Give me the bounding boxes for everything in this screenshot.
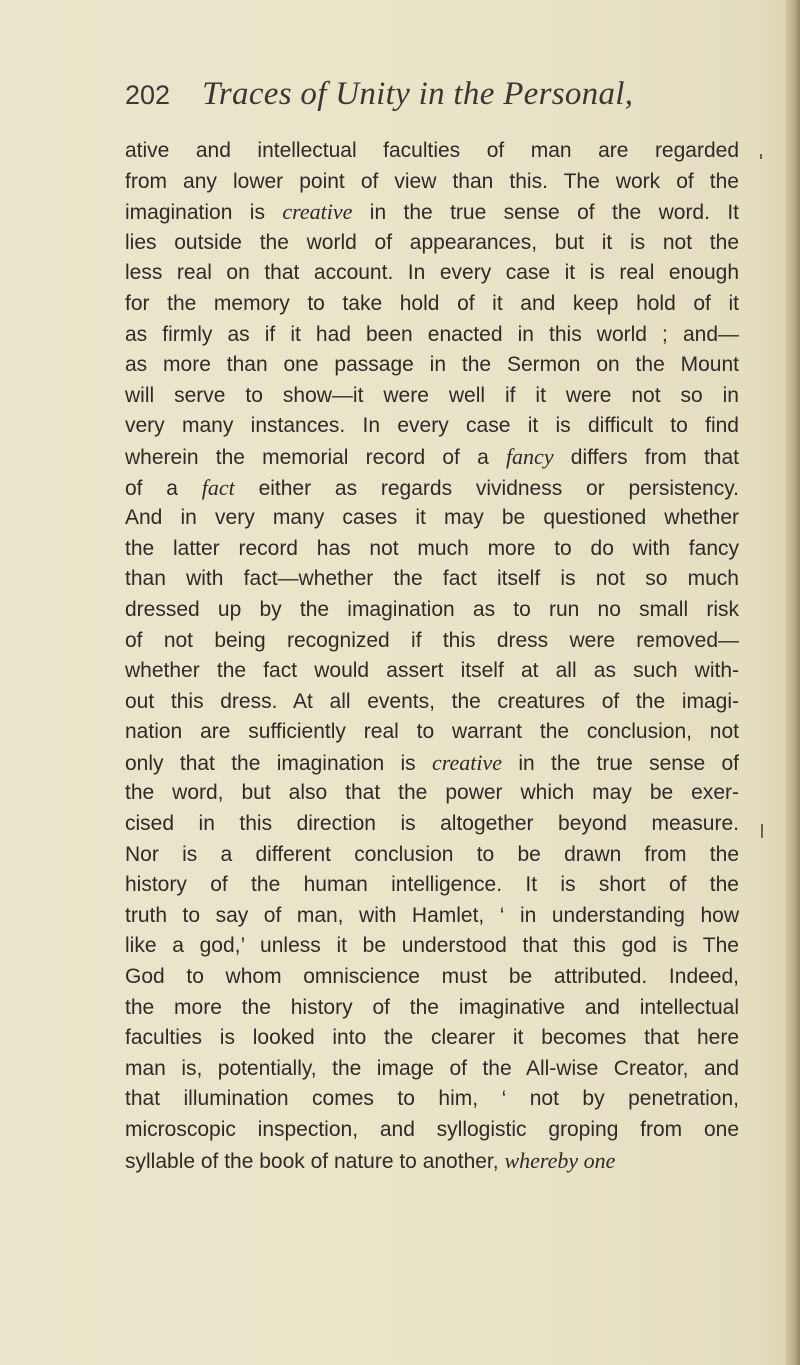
text-segment: wherein the memorial record of a — [125, 445, 506, 469]
text-segment: only that the imagination is — [125, 751, 432, 775]
text-segment: truth to say of man, with Hamlet, ‘ in understanding how — [125, 903, 739, 927]
text-segment: And in very many cases it may be questioned whether — [125, 506, 739, 530]
italic-text: creative — [432, 749, 503, 775]
text-line — [125, 901, 739, 932]
text-segment: as more than one passage in the Sermon on the Mount — [125, 353, 739, 377]
page-number: 202 — [125, 80, 171, 110]
text-line — [125, 656, 739, 687]
text-line — [125, 411, 739, 442]
text-line — [125, 1023, 739, 1054]
text-segment: cised in this direction is altogether beyond measure. — [125, 812, 739, 836]
text-segment: dressed up by the imagination as to run no small risk — [125, 597, 739, 621]
page-gutter-edge — [786, 0, 800, 1365]
text-segment: for the memory to take hold of it and keep hold of it — [125, 291, 739, 315]
text-line — [125, 473, 739, 504]
text-line — [125, 717, 739, 748]
text-line — [125, 442, 739, 473]
text-line — [125, 870, 739, 901]
text-line — [125, 1084, 739, 1115]
text-segment: the word, but also that the power which may be exer- — [125, 781, 739, 805]
italic-text: fact — [201, 474, 235, 500]
text-line — [125, 167, 739, 198]
text-segment: will serve to show—it were well if it were not so in — [125, 383, 739, 407]
text-line — [125, 687, 739, 718]
text-segment: than with fact—whether the fact itself is not so much — [125, 567, 739, 591]
text-line — [125, 626, 739, 657]
margin-mark — [760, 154, 762, 159]
running-head: Traces of Unity in the Personal, — [202, 76, 634, 112]
text-line — [125, 320, 739, 351]
italic-text: creative — [282, 199, 353, 225]
text-line — [125, 564, 739, 595]
text-line — [125, 534, 739, 565]
text-segment: very many instances. In every case it is difficult to find — [125, 414, 739, 438]
text-segment: syllable of the book of nature to another, — [125, 1149, 505, 1173]
text-line — [125, 778, 739, 809]
text-line — [125, 503, 739, 534]
text-line — [125, 258, 739, 289]
text-line — [125, 748, 739, 779]
text-segment: imagination is — [125, 201, 283, 225]
text-segment: out this dress. At all events, the creatures of the imagi- — [125, 689, 739, 713]
text-line — [125, 381, 739, 412]
margin-mark — [761, 824, 763, 838]
text-line — [125, 289, 739, 320]
text-segment: less real on that account. In every case it is real enough — [125, 261, 739, 285]
text-segment: either as regards vividness or persistency. — [234, 476, 739, 500]
text-line — [125, 840, 739, 871]
text-line — [125, 136, 739, 167]
text-segment: in the true sense of — [502, 751, 739, 775]
text-line — [125, 931, 739, 962]
text-segment: from any lower point of view than this. The work of the — [125, 169, 739, 193]
text-segment: history of the human intelligence. It is short of the — [125, 873, 739, 897]
text-segment: God to whom omniscience must be attributed. Indeed, — [125, 965, 739, 989]
text-segment: ative and intellectual faculties of man are regarded — [125, 139, 739, 162]
text-segment: nation are sufficiently real to warrant the conclusion, not — [125, 720, 739, 744]
text-segment: the more the history of the imaginative and intellectual — [125, 995, 739, 1019]
text-segment: as firmly as if it had been enacted in this world ; and— — [125, 322, 739, 346]
text-segment: faculties is looked into the clearer it becomes that here — [125, 1026, 739, 1050]
text-segment: differs from that — [553, 445, 739, 469]
page-header — [125, 74, 633, 114]
italic-text: whereby one — [504, 1147, 616, 1173]
italic-text: fancy — [505, 443, 554, 469]
text-segment: the latter record has not much more to do with fancy — [125, 536, 739, 560]
text-segment: man is, potentially, the image of the All-wise Creator, and — [125, 1056, 739, 1080]
text-line — [125, 595, 739, 626]
text-line — [125, 197, 739, 228]
text-segment: like a god,’ unless it be understood that this god is The — [125, 934, 739, 958]
text-segment: of not being recognized if this dress were removed— — [125, 628, 739, 652]
body-text — [125, 136, 739, 1176]
text-segment: in the true sense of the word. It — [352, 201, 740, 225]
text-segment: whether the fact would assert itself at all as such with- — [125, 659, 739, 683]
text-line — [125, 993, 739, 1024]
text-line — [125, 350, 739, 381]
text-segment: lies outside the world of appearances, but it is not the — [125, 230, 739, 254]
text-segment: microscopic inspection, and syllogistic groping from one — [125, 1118, 739, 1141]
text-line — [125, 962, 739, 993]
text-segment: of a — [125, 476, 202, 500]
text-line — [125, 809, 739, 840]
text-line — [125, 1054, 739, 1085]
text-segment: that illumination comes to him, ‘ not by penetration, — [125, 1087, 739, 1111]
text-line — [125, 1115, 739, 1146]
text-segment: Nor is a different conclusion to be drawn from the — [125, 842, 739, 866]
text-line — [125, 228, 739, 259]
text-line — [125, 1146, 739, 1177]
